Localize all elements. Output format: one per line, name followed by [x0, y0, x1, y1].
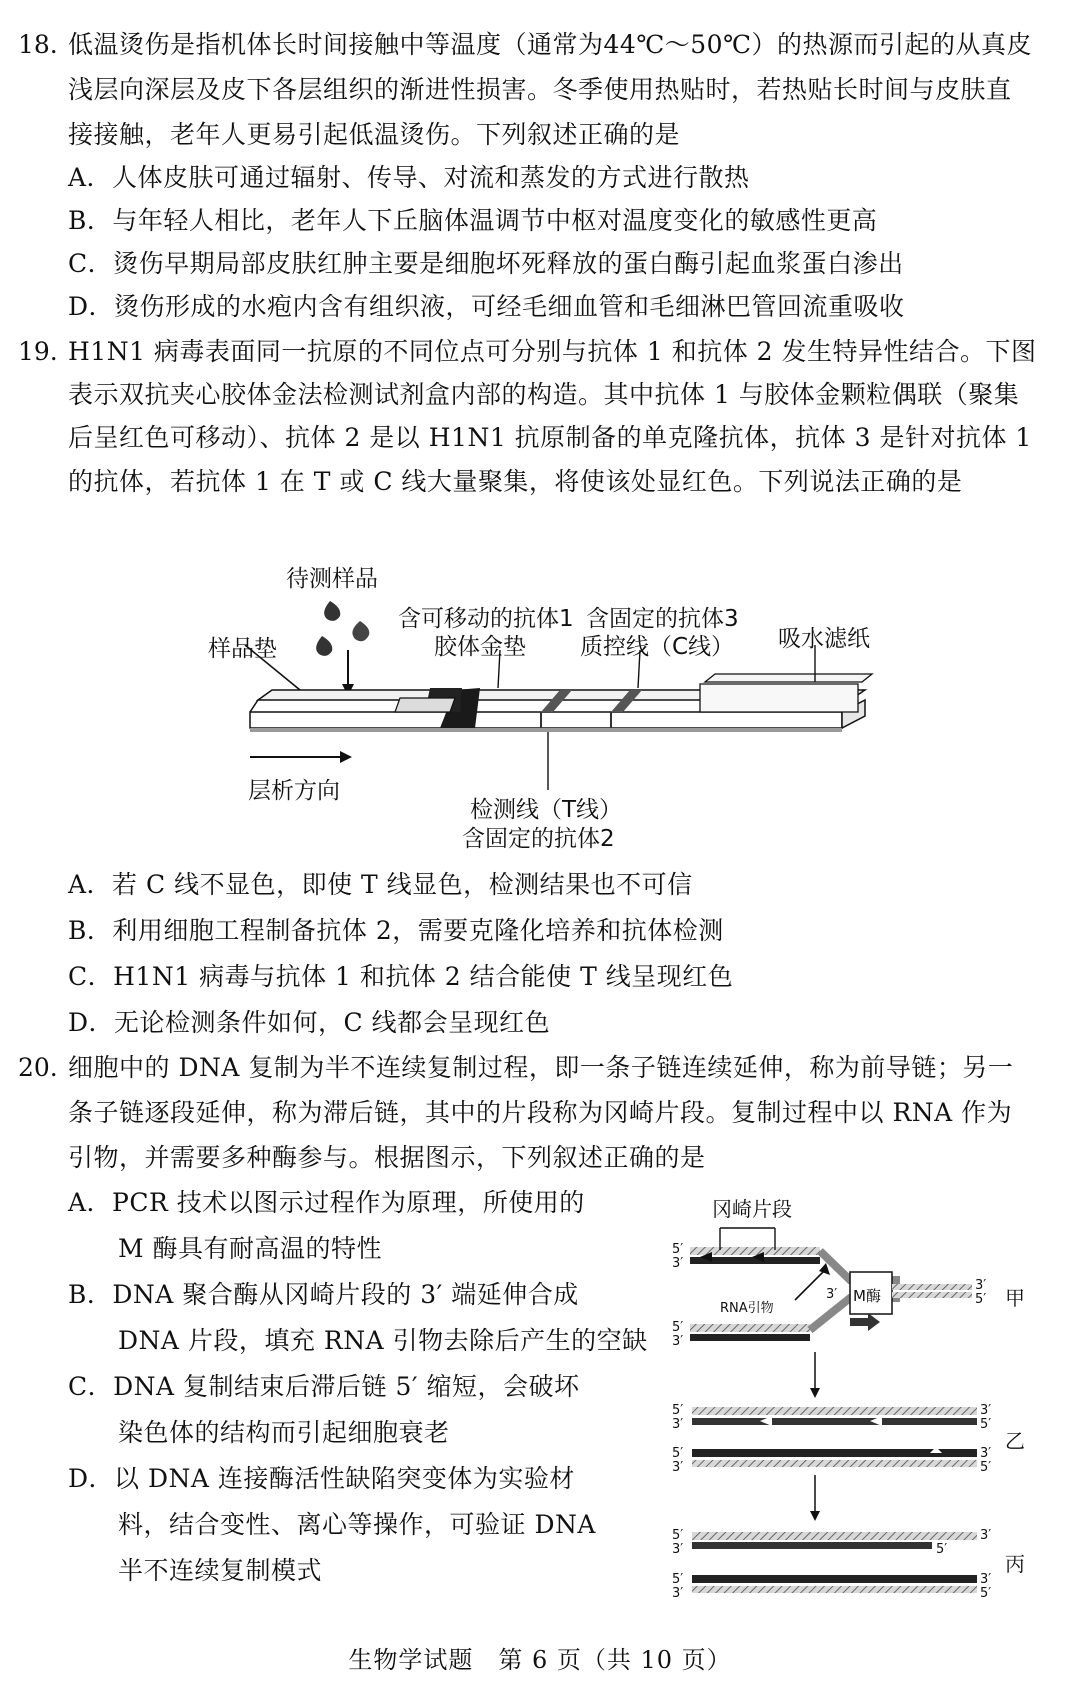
yi-label: 乙: [1005, 1429, 1025, 1453]
q20-stem-line1: 细胞中的 DNA 复制为半不连续复制过程，即一条子链连续延伸，称为前导链；另一: [68, 1053, 1014, 1082]
prime-3: 3′: [672, 1542, 684, 1557]
q19-option-a: A．若 C 线不显色，即使 T 线显色，检测结果也不可信: [68, 870, 693, 899]
q20-option-c-line2: 染色体的结构而引起细胞衰老: [118, 1418, 450, 1447]
q18-option-c: C．烫伤早期局部皮肤红肿主要是细胞坏死释放的蛋白酶引起血浆蛋白渗出: [68, 249, 904, 278]
q20-option-b-line1: B．DNA 聚合酶从冈崎片段的 3′ 端延伸合成: [68, 1280, 579, 1309]
gold-pad-label: 胶体金垫: [434, 634, 526, 660]
q20-option-a-line2: M 酶具有耐高温的特性: [118, 1234, 383, 1263]
q19-option-d: D．无论检测条件如何，C 线都会呈现红色: [68, 1008, 551, 1037]
prime-3: 3′: [672, 1586, 684, 1601]
enzyme-label: M酶: [853, 1287, 881, 1305]
q20-option-c-line1: C．DNA 复制结束后滞后链 5′ 缩短，会破坏: [68, 1372, 580, 1401]
q20-option-a-line1: A．PCR 技术以图示过程作为原理，所使用的: [68, 1188, 585, 1217]
sample-pad-label: 样品垫: [208, 636, 277, 662]
prime-5: 5′: [936, 1542, 948, 1557]
c-line-label: 质控线（C线）: [580, 634, 735, 660]
prime-3: 3′: [672, 1256, 684, 1271]
primer-label: RNA引物: [720, 1301, 774, 1316]
prime-5: 5′: [975, 1292, 987, 1307]
q18-stem-line1: 低温烫伤是指机体长时间接触中等温度（通常为44℃～50℃）的热源而引起的从真皮: [68, 30, 1033, 59]
q18-stem-line3: 接接触，老年人更易引起低温烫伤。下列叙述正确的是: [68, 120, 681, 149]
prime-3: 3′: [975, 1278, 987, 1293]
prime-5: 5′: [672, 1572, 684, 1587]
q20-number: 20.: [18, 1053, 58, 1082]
gold-antibody-label: 含可移动的抗体1: [398, 606, 574, 632]
prime-3: 3′: [672, 1334, 684, 1349]
t-line-antibody-label: 含固定的抗体2: [462, 826, 615, 852]
t-line-label: 检测线（T线）: [470, 797, 623, 823]
q20-stem-line2: 条子链逐段延伸，称为滞后链，其中的片段称为冈崎片段。复制过程中以 RNA 作为: [68, 1098, 1013, 1127]
okazaki-label: 冈崎片段: [712, 1197, 792, 1221]
q19-number: 19.: [18, 337, 58, 366]
prime-5: 5′: [672, 1403, 684, 1418]
bing-label: 丙: [1005, 1552, 1025, 1576]
prime-3: 3′: [980, 1403, 992, 1418]
q19-stem-line4: 的抗体，若抗体 1 在 T 或 C 线大量聚集，将使该处显红色。下列说法正确的是: [68, 467, 963, 496]
q19-stem-line1: H1N1 病毒表面同一抗原的不同位点可分别与抗体 1 和抗体 2 发生特异性结合。下图: [68, 337, 1037, 366]
page-footer: 生物学试题 第 6 页（共 10 页）: [348, 1646, 732, 1674]
jia-label: 甲: [1005, 1286, 1025, 1310]
q20-option-d-line2: 料，结合变性、离心等操作，可验证 DNA: [118, 1510, 596, 1539]
q19-stem-line3: 后呈红色可移动）、抗体 2 是以 H1N1 抗原制备的单克隆抗体，抗体 3 是针对抗体 1: [68, 423, 1032, 452]
prime-5: 5′: [672, 1320, 684, 1335]
q19-option-b: B．利用细胞工程制备抗体 2，需要克隆化培养和抗体检测: [68, 916, 724, 945]
q18-option-d: D．烫伤形成的水疱内含有组织液，可经毛细血管和毛细淋巴管回流重吸收: [68, 292, 905, 321]
q18-option-b: B．与年轻人相比，老年人下丘脑体温调节中枢对温度变化的敏感性更高: [68, 206, 878, 235]
direction-label: 层析方向: [248, 778, 340, 804]
prime-3: 3′: [672, 1460, 684, 1475]
prime-3: 3′: [980, 1528, 992, 1543]
prime-3: 3′: [980, 1446, 992, 1461]
prime-5: 5′: [980, 1460, 992, 1475]
prime-5: 5′: [672, 1446, 684, 1461]
prime-5: 5′: [672, 1242, 684, 1257]
q18-option-a: A．人体皮肤可通过辐射、传导、对流和蒸发的方式进行散热: [68, 163, 750, 192]
prime-3: 3′: [672, 1417, 684, 1432]
q19-stem-line2: 表示双抗夹心胶体金法检测试剂盒内部的构造。其中抗体 1 与胶体金颗粒偶联（聚集: [68, 380, 1020, 409]
q19-option-c: C．H1N1 病毒与抗体 1 和抗体 2 结合能使 T 线呈现红色: [68, 962, 734, 991]
c-line-antibody-label: 含固定的抗体3: [586, 606, 739, 632]
q18-number: 18.: [18, 30, 58, 59]
q20-stem-line3: 引物，并需要多种酶参与。根据图示，下列叙述正确的是: [68, 1143, 706, 1172]
prime-3: 3′: [826, 1287, 838, 1302]
prime-3: 3′: [980, 1572, 992, 1587]
prime-5: 5′: [980, 1417, 992, 1432]
q20-option-d-line3: 半不连续复制模式: [118, 1556, 323, 1585]
q20-option-b-line2: DNA 片段，填充 RNA 引物去除后产生的空缺: [118, 1326, 648, 1355]
q18-stem-line2: 浅层向深层及皮下各层组织的渐进性损害。冬季使用热贴时，若热贴长时间与皮肤直: [68, 75, 1012, 104]
q20-option-d-line1: D．以 DNA 连接酶活性缺陷突变体为实验材: [68, 1464, 575, 1493]
prime-5: 5′: [980, 1586, 992, 1601]
prime-5: 5′: [672, 1528, 684, 1543]
sample-label: 待测样品: [286, 566, 378, 592]
absorbent-paper-label: 吸水滤纸: [778, 626, 870, 652]
